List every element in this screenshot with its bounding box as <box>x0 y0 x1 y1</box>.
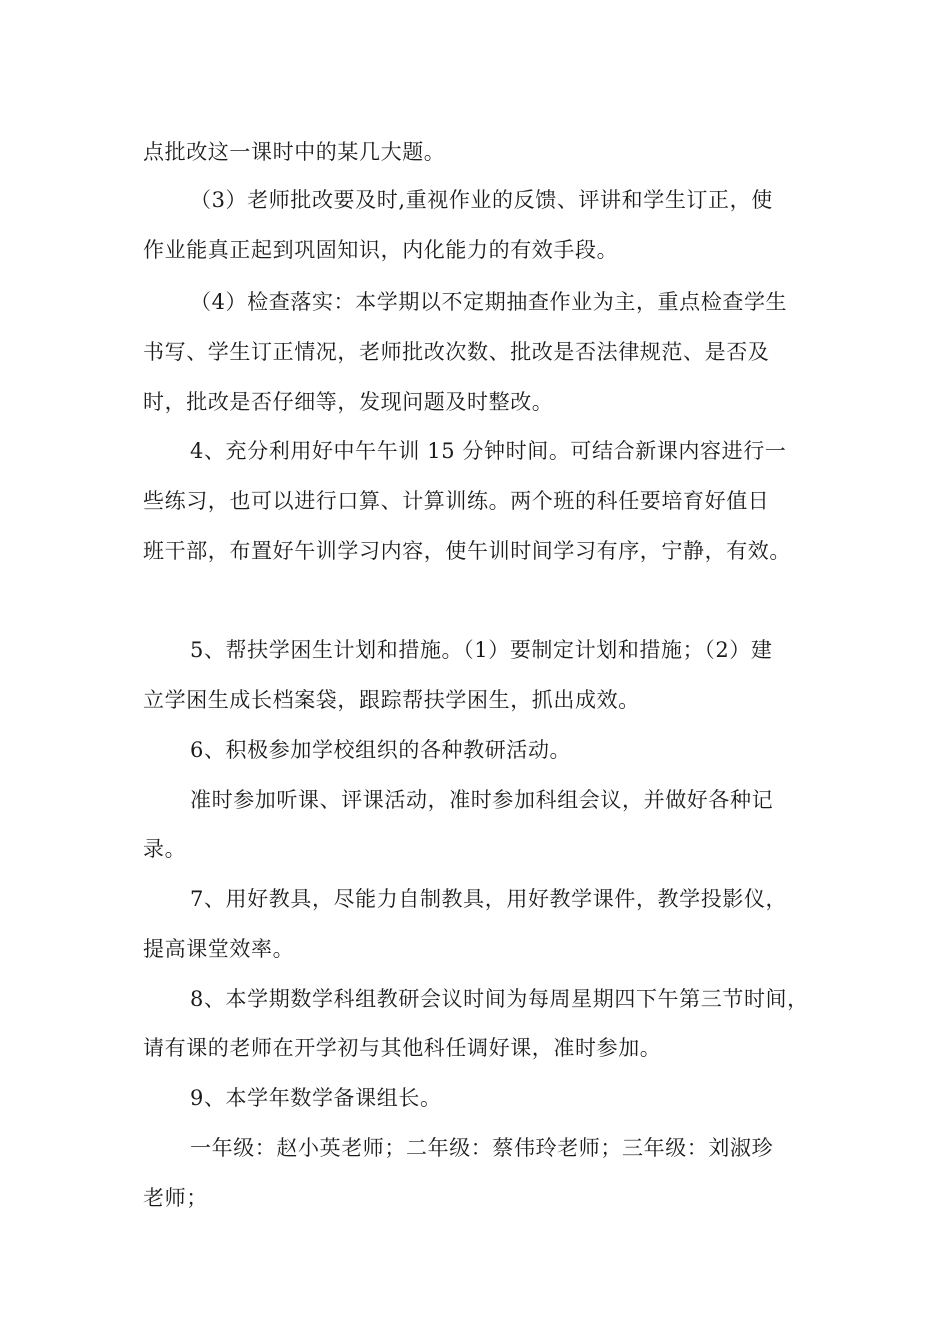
text-line: 4、充分利用好中午午训 15 分钟时间。可结合新课内容进行一 <box>190 439 787 463</box>
text-line: 点批改这一课时中的某几大题。 <box>143 140 446 164</box>
text-line: 6、积极参加学校组织的各种教研活动。 <box>190 738 572 762</box>
text-line: 些练习，也可以进行口算、计算训练。两个班的科任要培育好值日 <box>143 489 770 513</box>
text-line: 5、帮扶学困生计划和措施。（1）要制定计划和措施；（2）建 <box>190 638 773 662</box>
text-line: 8、本学期数学科组教研会议时间为每周星期四下午第三节时间， <box>190 987 809 1011</box>
text-line: （4）检查落实：本学期以不定期抽查作业为主，重点检查学生 <box>190 290 788 314</box>
text-line: 老师； <box>143 1186 208 1210</box>
text-line: 书写、学生订正情况，老师批改次数、批改是否法律规范、是否及 <box>143 340 770 364</box>
text-line: 7、用好教具，尽能力自制教具，用好教学课件，教学投影仪， <box>190 887 788 911</box>
text-line: （3）老师批改要及时,重视作业的反馈、评讲和学生订正，使 <box>190 188 773 212</box>
text-line: 作业能真正起到巩固知识，内化能力的有效手段。 <box>143 238 619 262</box>
text-line: 准时参加听课、评课活动，准时参加科组会议，并做好各种记 <box>190 788 774 812</box>
text-line: 立学困生成长档案袋，跟踪帮扶学困生，抓出成效。 <box>143 688 640 712</box>
text-line: 提高课堂效率。 <box>143 937 295 961</box>
text-line: 一年级：赵小英老师；二年级：蔡伟玲老师；三年级：刘淑珍 <box>190 1136 774 1160</box>
text-line: 9、本学年数学备课组长。 <box>190 1086 442 1110</box>
text-line: 录。 <box>143 837 187 861</box>
text-line: 时，批改是否仔细等，发现问题及时整改。 <box>143 390 554 414</box>
text-line: 班干部，布置好午训学习内容，使午训时间学习有序，宁静，有效。 <box>143 539 791 563</box>
text-line: 请有课的老师在开学初与其他科任调好课，准时参加。 <box>143 1036 662 1060</box>
